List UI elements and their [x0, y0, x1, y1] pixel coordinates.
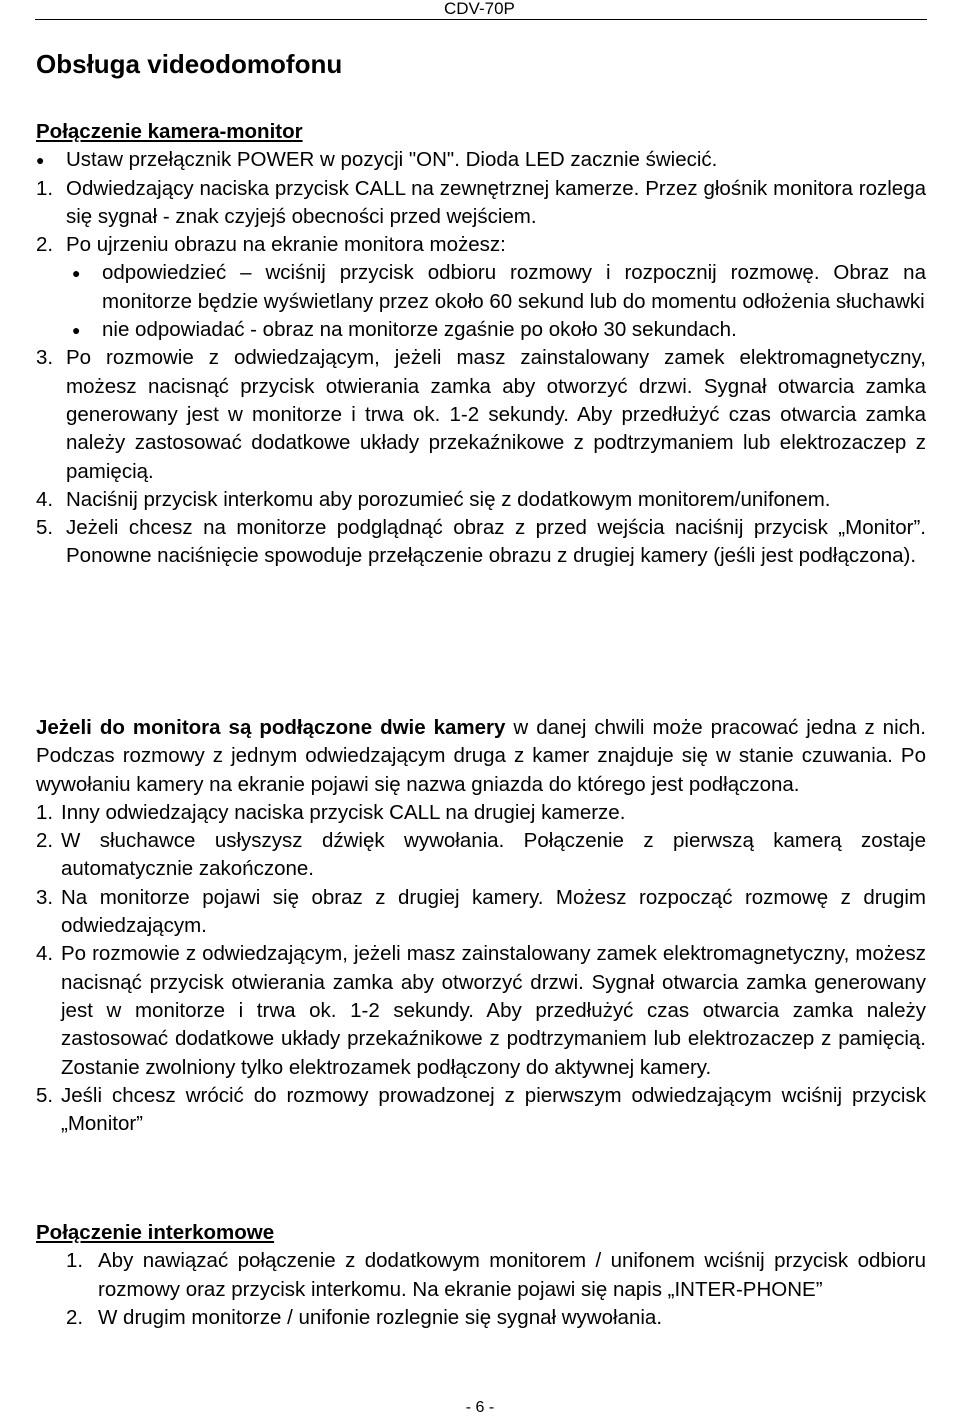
list-item-text: Po rozmowie z odwiedzającym, jeżeli masz zainstalowany zamek elektromagnetyczny, możesz nacisnąć przycisk otwierania zamka aby otworzyć drzwi. Sygnał otwarcia zamka generowany jest w monitorze i trwa ok. 1-2 sekundy. Aby przedłużyć czas otwarcia zamka należy zastosować dodatkowe układy przekaźnikowe z podtrzymaniem lub elektrozaczep z pamięcią. [66, 346, 926, 483]
list-item-text: Po rozmowie z odwiedzającym, jeżeli masz zainstalowany zamek elektromagnetyczny, możesz nacisnąć przycisk otwierania zamka aby otworzyć drzwi. Sygnał otwarcia zamka generowany jest w monitorze i trwa ok. 1-2 sekundy. Aby przedłużyć czas otwarcia zamka należy zastosować dodatkowe układy przekaźnikowe z podtrzymaniem lub elektrozaczep z pamięcią. Zostanie zwolniony tylko elektrozamek podłączony do aktywnej kamery. [61, 942, 926, 1079]
list-number: 1. [36, 800, 54, 824]
list-number: 1. [66, 1249, 84, 1273]
list-item [36, 344, 926, 485]
model-header: CDV-70P [444, 0, 515, 18]
list-item-text: Po ujrzeniu obrazu na ekranie monitora możesz: [66, 233, 506, 257]
list-number: 1. [36, 176, 54, 200]
section-heading: Połączenie kamera-monitor [36, 120, 303, 143]
list-number: 2. [36, 233, 54, 257]
list-item [36, 514, 926, 571]
section-intercom [36, 1219, 926, 1332]
list-item [36, 1247, 926, 1304]
list-item-text: W drugim monitorze / unifonie rozlegnie się sygnał wywołania. [98, 1305, 663, 1329]
list-number: 2. [36, 829, 54, 853]
list-item-text: W słuchawce usłyszysz dźwięk wywołania. Połączenie z pierwszą kamerą zostaje automatycznie zakończone. [61, 829, 926, 881]
list-item [36, 799, 926, 827]
list-item-text: Odwiedzający naciska przycisk CALL na zewnętrznej kamerze. Przez głośnik monitora rozlega się sygnał - znak czyjejś obecności przed wejściem. [66, 176, 926, 228]
list-item-text: Inny odwiedzający naciska przycisk CALL na drugiej kamerze. [61, 800, 626, 824]
list-item [36, 827, 926, 884]
section-intro-bold: Jeżeli do monitora są podłączone dwie kamery [36, 716, 506, 739]
list-item [36, 940, 926, 1081]
list-number: 5. [36, 516, 54, 540]
list-item [36, 884, 926, 941]
list-item [36, 146, 926, 174]
bullet-icon: ● [72, 322, 81, 339]
list-item [36, 1304, 926, 1332]
list-item-text: Ustaw przełącznik POWER w pozycji "ON". Dioda LED zacznie świecić. [66, 148, 718, 172]
header-rule [35, 19, 927, 20]
list-item [36, 486, 926, 514]
bullet-icon: ● [36, 152, 45, 169]
section-intro [36, 714, 926, 799]
list-number: 3. [36, 885, 54, 909]
section-camera-monitor [36, 118, 926, 571]
list-item-text: Aby nawiązać połączenie z dodatkowym monitorem / unifonem wciśnij przycisk odbioru rozmowy oraz przycisk interkomu. Na ekranie pojawi się napis „INTER-PHONE” [98, 1249, 926, 1301]
list-item-text: Jeśli chcesz wrócić do rozmowy prowadzonej z pierwszym odwiedzającym wciśnij przycisk „Monitor” [61, 1083, 926, 1136]
list-item [36, 231, 926, 259]
list-number: 5. [36, 1083, 54, 1107]
page-title: Obsługa videodomofonu [36, 49, 343, 79]
list-item-text: Naciśnij przycisk interkomu aby porozumieć się z dodatkowym monitorem/unifonem. [66, 487, 831, 511]
list-item [36, 175, 926, 232]
list-item-text: odpowiedzieć – wciśnij przycisk odbioru rozmowy i rozpocznij rozmowę. Obraz na monitorze będzie wyświetlany przez około 60 sekund lub do momentu odłożenia słuchawki [102, 261, 926, 313]
section-heading: Połączenie interkomowe [36, 1221, 275, 1244]
section-two-cameras [36, 714, 926, 1138]
list-item-text: Jeżeli chcesz na monitorze podglądnąć obraz z przed wejścia naciśnij przycisk „Monitor”. Ponowne naciśnięcie spowoduje przełączenie obrazu z drugiej kamery (jeśli jest podłączona). [66, 516, 926, 568]
list-item [36, 259, 926, 316]
list-item-text: Na monitorze pojawi się obraz z drugiej kamery. Możesz rozpocząć rozmowę z drugim odwiedzającym. [61, 885, 926, 938]
list-number: 4. [36, 942, 54, 966]
list-item [36, 1082, 926, 1139]
list-number: 3. [36, 346, 54, 370]
page-number: - 6 - [465, 1399, 495, 1416]
list-item-text: nie odpowiadać - obraz na monitorze zgaśnie po około 30 sekundach. [102, 318, 737, 342]
bullet-icon: ● [72, 265, 81, 282]
section-intro-text: w danej chwili może pracować jedna z nich. Podczas rozmowy z jednym odwiedzającym druga z kamer znajduje się w stanie czuwania. Po wywołaniu kamery na ekranie pojawi się nazwa gniazda do którego jest podłączona. [36, 716, 926, 796]
list-item [36, 316, 926, 344]
list-number: 2. [66, 1305, 84, 1329]
list-number: 4. [36, 487, 54, 511]
